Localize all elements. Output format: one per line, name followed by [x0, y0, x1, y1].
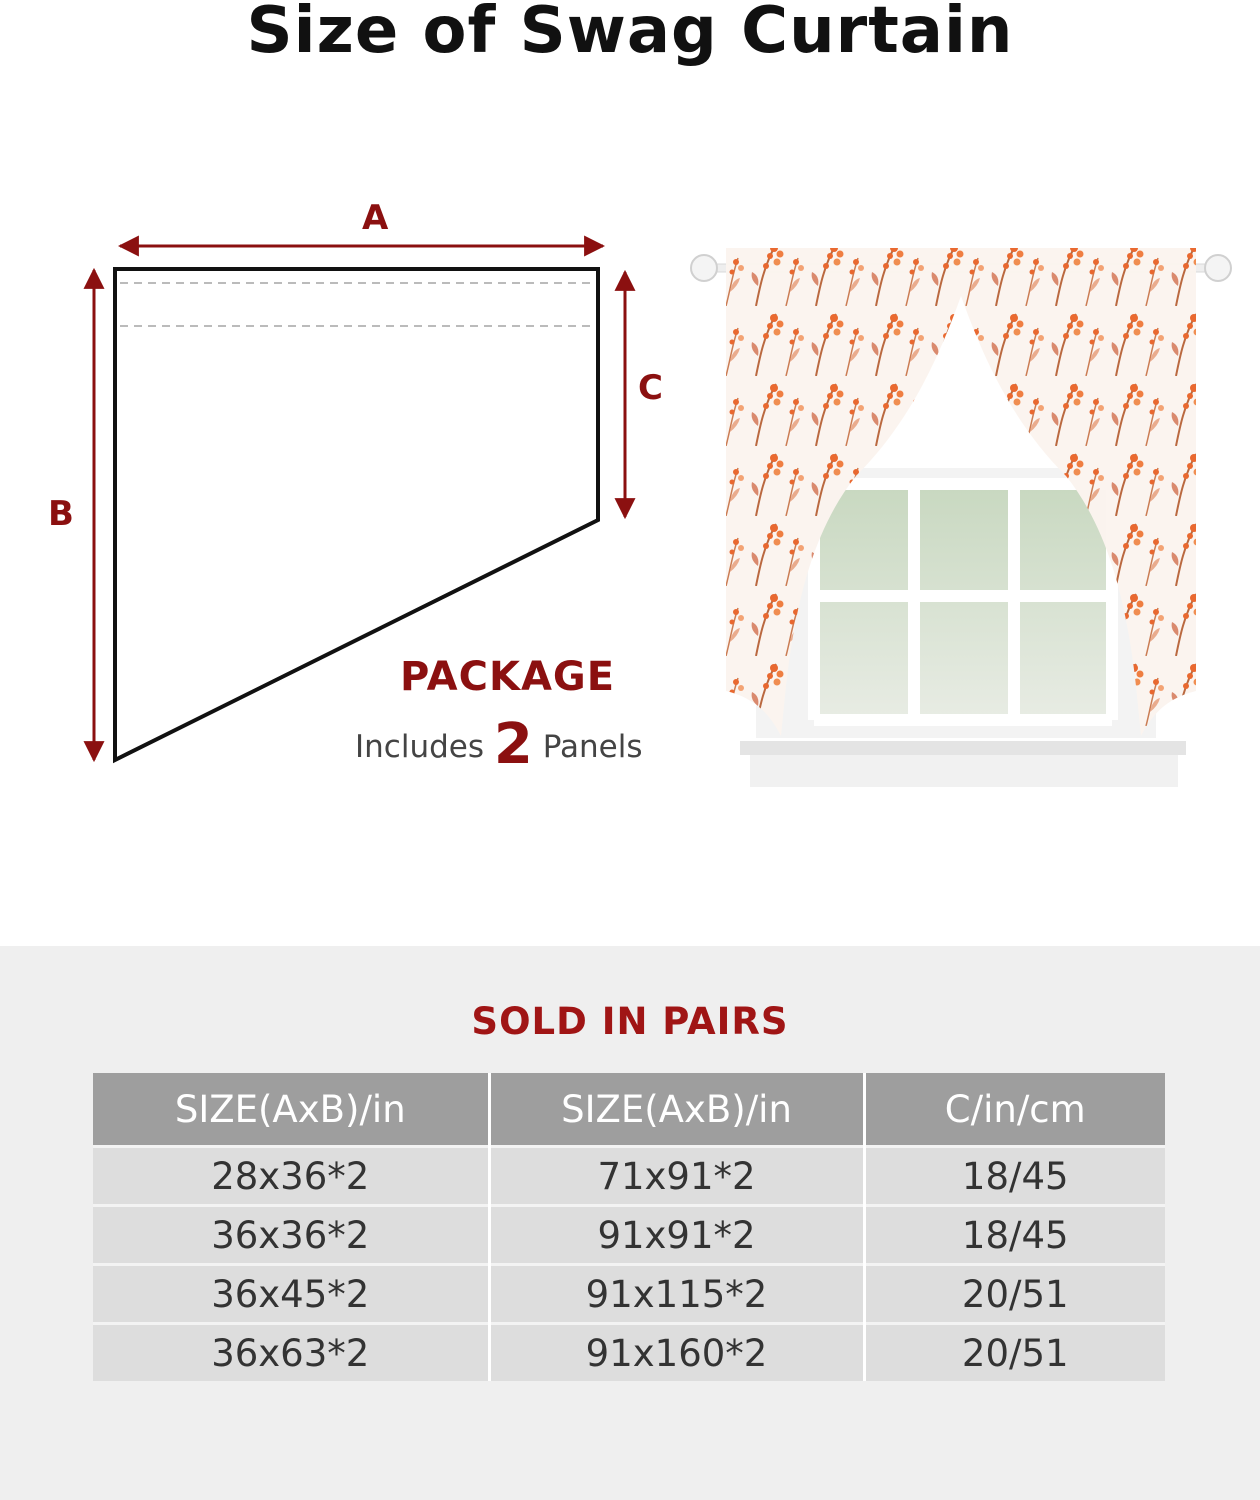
table-cell: 91x91*2 [489, 1206, 864, 1265]
dimension-label-a: A [362, 198, 389, 238]
column-header-size-in: SIZE(AxB)/in [93, 1073, 489, 1147]
table-cell: 36x36*2 [93, 1206, 489, 1265]
table-row [93, 1147, 1165, 1206]
package-prefix: Includes [355, 729, 484, 765]
column-header-c: C/in/cm [864, 1073, 1165, 1147]
table-row [93, 1324, 1165, 1382]
package-suffix: Panels [542, 729, 643, 765]
dimension-label-c: C [638, 368, 663, 408]
table-cell: 18/45 [864, 1206, 1165, 1265]
table-cell: 36x45*2 [93, 1265, 489, 1324]
table-row [93, 1265, 1165, 1324]
sold-in-pairs-heading: SOLD IN PAIRS [471, 1000, 789, 1043]
table-cell: 91x115*2 [489, 1265, 864, 1324]
table-cell: 28x36*2 [93, 1147, 489, 1206]
table-cell: 18/45 [864, 1147, 1165, 1206]
package-heading: PACKAGE [400, 654, 616, 700]
table-row [93, 1206, 1165, 1265]
package-count: 2 [493, 712, 533, 777]
column-header-size-cm: SIZE(AxB)/in [489, 1073, 864, 1147]
table-cell: 20/51 [864, 1265, 1165, 1324]
curtain-product-image [686, 236, 1234, 796]
dimension-label-b: B [48, 494, 74, 534]
table-cell: 91x160*2 [489, 1324, 864, 1382]
table-header-row [93, 1073, 1165, 1147]
table-cell: 71x91*2 [489, 1147, 864, 1206]
table-cell: 36x63*2 [93, 1324, 489, 1382]
table-cell: 20/51 [864, 1324, 1165, 1382]
package-description [355, 712, 642, 777]
page-title: Size of Swag Curtain [246, 0, 1014, 68]
size-table [93, 1073, 1165, 1381]
